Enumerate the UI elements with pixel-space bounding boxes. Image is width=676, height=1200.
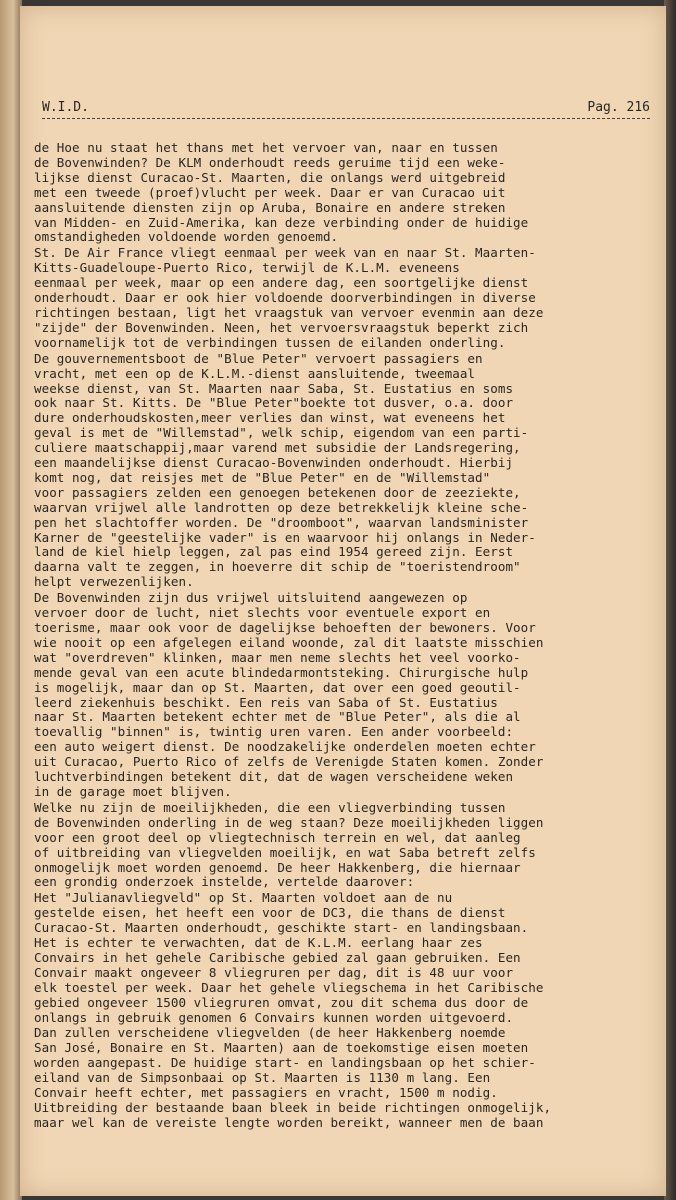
text-line: pen het slachtoffer worden. De "droomboot", waarvan landsminister [34, 515, 529, 530]
text-line: met een tweede (proef)vlucht per week. Daar er van Curacao uit [34, 185, 506, 200]
text-line: vervoer door de lucht, niet slechts voor eventuele export en [34, 606, 491, 621]
text-line: San José, Bonaire en St. Maarten) aan de toekomstige eisen moeten [34, 1041, 529, 1056]
paragraph [34, 801, 658, 890]
binder-edge-left [0, 0, 22, 1200]
text-line: dure onderhoudskosten,meer verlies dan winst, wat eveneens het [34, 411, 506, 426]
text-line: weekse dienst, van St. Maarten naar Saba, St. Eustatius en soms [34, 381, 514, 396]
text-line: vracht, met een op de K.L.M.-dienst aansluitende, tweemaal [34, 366, 476, 381]
text-line: leerd ziekenhuis beschikt. Een reis van Saba of St. Eustatius [34, 695, 498, 710]
text-line: voor passagiers zelden een genoegen betekenen door de zeeziekte, [34, 485, 521, 500]
text-line: land de kiel hielp leggen, zal pas eind 1954 gereed zijn. Eerst [34, 545, 514, 560]
text-line: onlangs in gebruik genomen 6 Convairs kunnen worden uitgevoerd. [34, 1010, 514, 1025]
text-line: uit Curacao, Puerto Rico of zelfs de Verenigde Staten komen. Zonder [34, 755, 544, 770]
text-line: gestelde eisen, het heeft een voor de DC3, die thans de dienst [34, 906, 506, 921]
text-line: Het "Julianavliegveld" op St. Maarten voldoet aan de nu [34, 891, 453, 906]
text-line: voornamelijk tot de verbindingen tussen de eilanden onderling. [34, 335, 506, 350]
text-line: Welke nu zijn de moeilijkheden, die een vliegverbinding tussen [34, 800, 506, 815]
paragraph [34, 352, 658, 591]
text-line: De gouvernementsboot de "Blue Peter" vervoert passagiers en [34, 351, 483, 366]
text-line: culiere maatschappij,maar varend met subsidie der Landsregering, [34, 441, 521, 456]
paragraph [34, 1026, 658, 1130]
text-line: in de garage moet blijven. [34, 784, 232, 799]
text-line: voor een groot deel op vliegtechnisch terrein en wel, dat aanleg [34, 830, 521, 845]
text-line: Convairs in het gehele Caribische gebied zal gaan gebruiken. Een [34, 950, 521, 965]
text-line: elk toestel per week. Daar het gehele vliegschema in het Caribische [34, 980, 544, 995]
text-line: wie nooit op een afgelegen eiland woonde, zal dit laatste misschien [34, 635, 544, 650]
body-text [34, 141, 658, 1131]
text-line: Convair heeft echter, met passagiers en vracht, 1500 m nodig. [34, 1086, 498, 1101]
text-line: Dan zullen verscheidene vliegvelden (de heer Hakkenberg noemde [34, 1026, 506, 1041]
text-line: omstandigheden voldoende worden genoemd. [34, 230, 339, 245]
text-line: een maandelijkse dienst Curacao-Bovenwinden onderhoudt. Hierbij [34, 456, 514, 471]
text-line: luchtverbindingen betekent dit, dat de wagen verscheidene weken [34, 770, 514, 785]
text-line: van Midden- en Zuid-Amerika, kan deze verbinding onder de huidige [34, 215, 529, 230]
text-line: de Bovenwinden onderling in de weg staan? Deze moeilijkheden liggen [34, 815, 544, 830]
text-line: of uitbreiding van vliegvelden moeilijk, en wat Saba betreft zelfs [34, 845, 536, 860]
text-line: naar St. Maarten betekent echter met de "Blue Peter", als die al [34, 710, 521, 725]
paragraph [34, 591, 658, 800]
text-line: Karner de "geestelijke vader" is en waarvoor hij onlangs in Neder- [34, 530, 536, 545]
text-line: maar wel kan de vereiste lengte worden bereikt, wanneer men de baan [34, 1115, 544, 1130]
text-line: de Hoe nu staat het thans met het vervoer van, naar en tussen [34, 141, 498, 155]
paragraph [34, 891, 658, 1025]
text-line: richtingen bestaan, ligt het vraagstuk van vervoer evenmin aan deze [34, 305, 544, 320]
text-line: aansluitende diensten zijn op Aruba, Bonaire en andere streken [34, 200, 506, 215]
page-header [42, 100, 650, 119]
text-line: geval is met de "Willemstad", welk schip, eigendom van een parti- [34, 426, 529, 441]
paragraph [34, 141, 658, 245]
text-line: toevallig "binnen" is, twintig uren varen. Een ander voorbeeld: [34, 725, 514, 740]
text-line: Convair maakt ongeveer 8 vliegruren per dag, dit is 48 uur voor [34, 965, 514, 980]
text-line: onmogelijk moet worden genoemd. De heer Hakkenberg, die hiernaar [34, 860, 521, 875]
text-line: Uitbreiding der bestaande baan bleek in beide richtingen onmogelijk, [34, 1101, 552, 1115]
text-line: Het is echter te verwachten, dat de K.L.M. eerlang haar zes [34, 936, 483, 951]
page-number: Pag. 216 [587, 100, 650, 115]
text-line: waarvan vrijwel alle landrotten op deze betrekkelijk kleine sche- [34, 500, 529, 515]
text-line: is mogelijk, maar dan op St. Maarten, dat over een goed geoutil- [34, 680, 521, 695]
document-page [20, 6, 666, 1196]
text-line: mende geval van een acute blindedarmontsteking. Chirurgische hulp [34, 665, 529, 680]
text-line: wat "overdreven" klinken, maar men neme slechts het veel voorko- [34, 650, 521, 665]
text-line: ook naar St. Kitts. De "Blue Peter"boekte tot dusver, o.a. door [34, 396, 514, 411]
page-content [34, 100, 658, 1132]
text-line: onderhoudt. Daar er ook hier voldoende doorverbindingen in diverse [34, 291, 536, 306]
text-line: komt nog, dat reisjes met de "Blue Peter" en de "Willemstad" [34, 470, 491, 485]
text-line: De Bovenwinden zijn dus vrijwel uitsluitend aangewezen op [34, 591, 468, 606]
text-line: worden aangepast. De huidige start- en landingsbaan op het schier- [34, 1056, 536, 1071]
text-line: helpt verwezenlijken. [34, 575, 194, 590]
text-line: lijkse dienst Curacao-St. Maarten, die onlangs werd uitgebreid [34, 170, 506, 185]
text-line: de Bovenwinden? De KLM onderhoudt reeds geruime tijd een weke- [34, 155, 506, 170]
text-line: daarna valt te zeggen, in hoeverre dit schip de "toeristendroom" [34, 560, 521, 575]
text-line: Kitts-Guadeloupe-Puerto Rico, terwijl de K.L.M. eveneens [34, 261, 460, 276]
text-line: een auto weigert dienst. De noodzakelijke onderdelen moeten echter [34, 740, 536, 755]
text-line: "zijde" der Bovenwinden. Neen, het vervoersvraagstuk beperkt zich [34, 320, 529, 335]
text-line: Curacao-St. Maarten onderhoudt, geschikte start- en landingsbaan. [34, 921, 529, 936]
header-left: W.I.D. [42, 100, 89, 115]
text-line: een grondig onderzoek instelde, vertelde daarover: [34, 875, 415, 890]
text-line: eenmaal per week, maar op een andere dag, een soortgelijke dienst [34, 276, 529, 291]
text-line: gebied ongeveer 1500 vliegruren omvat, zou dit schema dus door de [34, 995, 529, 1010]
text-line: St. De Air France vliegt eenmaal per week van en naar St. Maarten- [34, 246, 536, 261]
text-line: toerisme, maar ook voor de dagelijkse behoeften der bewoners. Voor [34, 621, 536, 635]
text-line: eiland van de Simpsonbaai op St. Maarten is 1130 m lang. Een [34, 1071, 491, 1086]
paragraph [34, 246, 658, 350]
